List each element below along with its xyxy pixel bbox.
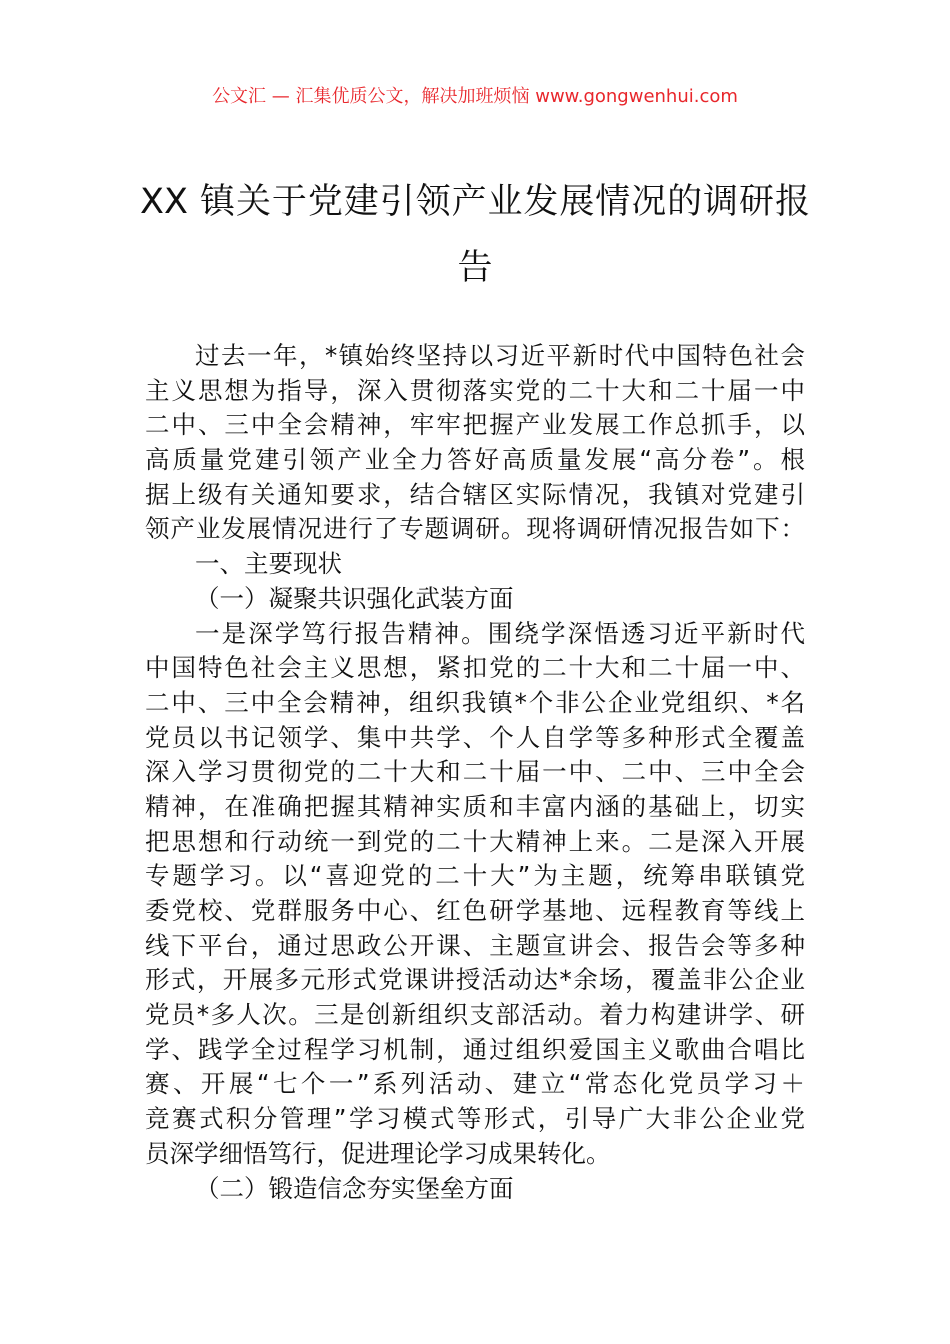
paragraph-line: 精神，在准确把握其精神实质和丰富内涵的基础上，切实 (145, 791, 805, 821)
subsection-heading: （二）锻造信念夯实堡垒方面 (195, 1173, 514, 1203)
paragraph-line: 二中、三中全会精神，牢牢把握产业发展工作总抓手，以 (145, 410, 805, 440)
paragraph-line: 党员*多人次。三是创新组织支部活动。着力构建讲学、研 (145, 1000, 805, 1030)
paragraph-line: 赛、开展“七个一”系列活动、建立“常态化党员学习＋ (145, 1069, 805, 1099)
subsection-heading: （一）凝聚共识强化武装方面 (195, 583, 514, 613)
paragraph-line: 深入学习贯彻党的二十大和二十届一中、二中、三中全会 (145, 757, 805, 787)
paragraph-line: 形式，开展多元形式党课讲授活动达*余场，覆盖非公企业 (145, 965, 805, 995)
paragraph-line: 员深学细悟笃行，促进理论学习成果转化。 (145, 1138, 611, 1168)
paragraph-line: 一是深学笃行报告精神。围绕学深悟透习近平新时代 (195, 618, 805, 648)
paragraph-line: 专题学习。以“喜迎党的二十大”为主题，统筹串联镇党 (145, 861, 805, 891)
paragraph-line: 把思想和行动统一到党的二十大精神上来。二是深入开展 (145, 826, 805, 856)
paragraph-line: 二中、三中全会精神，组织我镇*个非公企业党组织、*名 (145, 687, 805, 717)
paragraph-line: 过去一年，*镇始终坚持以习近平新时代中国特色社会 (195, 341, 805, 370)
paragraph-line: 中国特色社会主义思想，紧扣党的二十大和二十届一中、 (145, 653, 805, 683)
paragraph-line: 领产业发展情况进行了专题调研。现将调研情况报告如下： (145, 514, 805, 544)
paragraph-line: 学、践学全过程学习机制，通过组织爱国主义歌曲合唱比 (145, 1034, 805, 1064)
paragraph-line: 高质量党建引领产业全力答好高质量发展“高分卷”。根 (145, 445, 805, 475)
paragraph-line: 党员以书记领学、集中共学、个人自学等多种形式全覆盖 (145, 722, 805, 752)
document-title-continued: 告 (457, 248, 493, 288)
paragraph-line: 线下平台，通过思政公开课、主题宣讲会、报告会等多种 (145, 930, 805, 960)
paragraph-line: 据上级有关通知要求，结合辖区实际情况，我镇对党建引 (145, 479, 805, 509)
paragraph-line: 竞赛式积分管理”学习模式等形式，引导广大非公企业党 (145, 1104, 805, 1134)
paragraph-line: 主义思想为指导，深入贯彻落实党的二十大和二十届一中 (145, 375, 805, 405)
document-body (145, 339, 805, 1206)
paragraph-line: 委党校、党群服务中心、红色研学基地、远程教育等线上 (145, 896, 805, 925)
watermark-header: 公文汇 — 汇集优质公文，解决加班烦恼 www.gongwenhui.com (212, 86, 738, 107)
section-heading: 一、主要现状 (195, 549, 342, 579)
document-title: XX 镇关于党建引领产业发展情况的调研报 (140, 182, 810, 222)
